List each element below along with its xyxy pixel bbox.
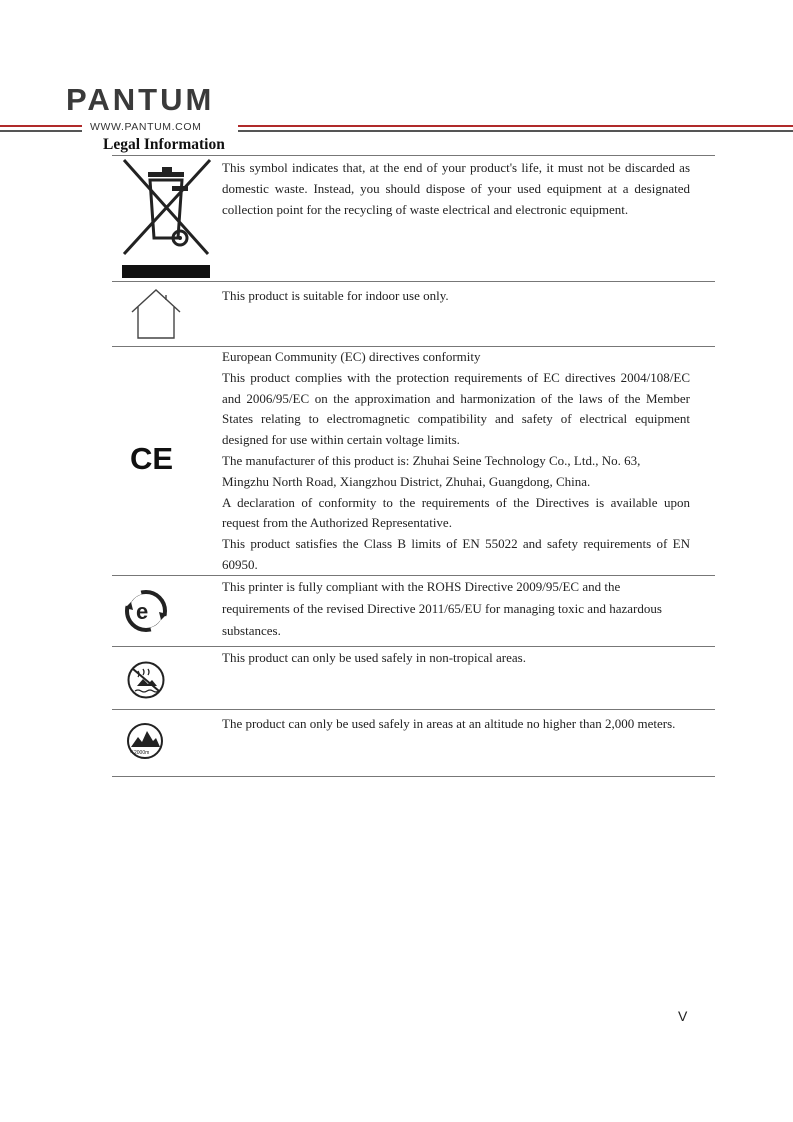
legal-info-table: [112, 155, 715, 777]
section-title: Legal Information: [103, 136, 225, 153]
icon-cell: [112, 710, 222, 776]
table-row: [112, 155, 715, 281]
table-row: [112, 575, 715, 646]
text-cell: [222, 710, 690, 776]
text-cell: [222, 347, 690, 575]
icon-cell: [112, 647, 222, 709]
paragraph: This product is suitable for indoor use only.: [222, 288, 449, 303]
paragraph: This product satisfies the Class B limits of EN 55022 and safety requirements of EN 60950.: [222, 536, 690, 572]
rohs-e-recycle-icon: [123, 588, 169, 634]
pantum-logo: [66, 82, 262, 112]
paragraph: A declaration of conformity to the requirements of the Directives is available upon request from the Authorized Representative.: [222, 494, 690, 531]
paragraph: This product can only be used safely in non-tropical areas.: [222, 650, 526, 665]
page-number: V: [678, 1008, 688, 1024]
text-cell: [222, 156, 690, 281]
text-cell: [222, 282, 690, 346]
table-row: [112, 281, 715, 346]
non-tropical-icon: [126, 660, 166, 700]
house-indoor-icon: [128, 286, 184, 342]
altitude-limit-icon: [123, 721, 167, 761]
table-row: [112, 646, 715, 709]
paragraph: European Community (EC) directives conformity: [222, 349, 481, 364]
header-rule-gray-left: [0, 130, 82, 132]
table-row: [112, 346, 715, 575]
icon-cell: [112, 576, 222, 646]
paragraph: This symbol indicates that, at the end of your product's life, it must not be discarded as domestic waste. Instead, you should dispose of your used equipment at a designated collection point for the recycling of waste electrical and electronic equipment.: [222, 160, 690, 217]
text-cell: [222, 576, 690, 646]
paragraph: This product complies with the protection requirements of EC directives 2004/108/EC and 2006/95/EC on the approximation and harmonization of the laws of the Member States relating to electromagnetic compatibility and safety of electrical equipment designed for use within certain voltage limits.: [222, 369, 690, 448]
website-url[interactable]: WWW.PANTUM.COM: [90, 121, 202, 133]
header-rule-red-right: [238, 125, 793, 127]
header-rule-gray-right: [238, 130, 793, 132]
header-rule-red-left: [0, 125, 82, 127]
svg-text:e: e: [136, 599, 149, 624]
icon-cell: [112, 282, 222, 346]
text-cell: [222, 647, 690, 709]
logo-text: PANTUM: [66, 82, 215, 112]
icon-cell: [112, 347, 222, 575]
paragraph: This printer is fully compliant with the ROHS Directive 2009/95/EC and the requirements of the revised Directive 2011/65/EU for managing toxic and hazardous substances.: [222, 579, 662, 638]
table-row: [112, 709, 715, 777]
weee-crossed-bin-icon: [120, 158, 216, 280]
altitude-label: 2000m: [134, 750, 150, 756]
ce-mark-text: CE: [130, 441, 174, 475]
icon-cell: [112, 156, 222, 281]
ce-mark-icon: [128, 441, 178, 475]
svg-text:<: <: [130, 750, 134, 756]
paragraph: The product can only be used safely in areas at an altitude no higher than 2,000 meters.: [222, 716, 676, 731]
paragraph: The manufacturer of this product is: Zhuhai Seine Technology Co., Ltd., No. 63, Mingzhu North Road, Xiangzhou District, Zhuhai, Guangdong, China.: [222, 452, 641, 489]
